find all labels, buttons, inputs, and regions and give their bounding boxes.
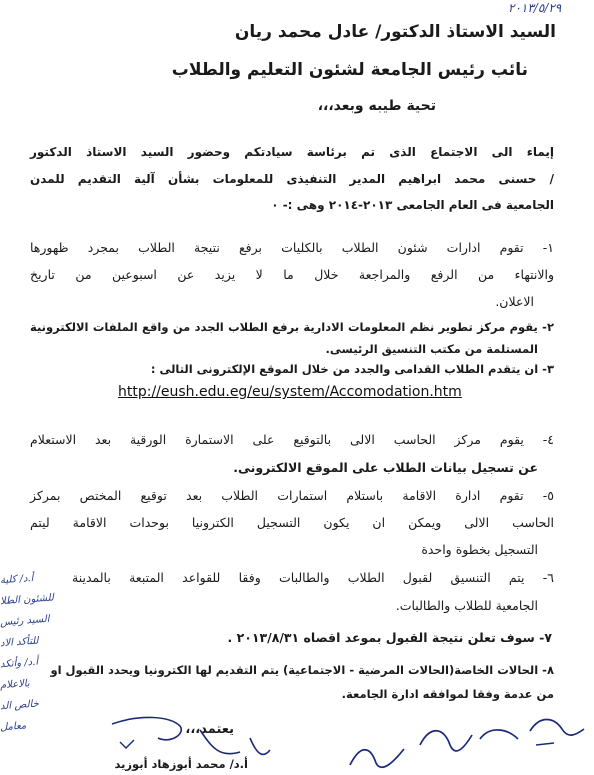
item-5-line-1: ٥- تقوم ادارة الاقامة باستلام استمارات الطلاب بعد توقيع المختص بمركز bbox=[30, 488, 554, 503]
item-8-line-2: من عدمة وفقا لموافقه ادارة الجامعة. bbox=[341, 687, 554, 701]
item-1-line-2: والانتهاء من الرفع والمراجعة خلال ما لا يزيد عن اسبوعين من تاريخ bbox=[30, 267, 554, 282]
margin-note: للتأكد الاد bbox=[0, 635, 39, 650]
item-6-line-1: ٦- يتم التنسيق لقبول الطلاب والطالبات وفقا للقواعد المتبعة بالمدينة bbox=[72, 570, 554, 585]
item-8-line-1: ٨- الحالات الخاصة(الحالات المرضية - الاجتماعية) يتم التقديم لها الكترونيا ويحدد القبول او bbox=[50, 663, 554, 677]
signature-scribble-center bbox=[100, 708, 280, 768]
item-5-line-2: الحاسب الالى ويمكن ان يكون التسجيل الكترونيا بوحدات الاقامة ليتم bbox=[30, 515, 554, 530]
item-3-line-1: ٣- ان يتقدم الطلاب القدامى والجدد من خلال الموقع الإلكترونى التالى : bbox=[150, 362, 554, 376]
item-1-line-1: ١- تقوم ادارات شئون الطلاب بالكليات برفع نتيجة الطلاب بمجرد ظهورها bbox=[30, 240, 554, 255]
addressee: السيد الاستاذ الدكتور/ عادل محمد ريان bbox=[234, 22, 556, 42]
handwritten-margin-notes bbox=[0, 568, 64, 736]
item-2-line-2: المستلمة من مكتب التنسيق الرئيسى. bbox=[325, 342, 538, 356]
handwritten-date: ٢٠١٣/٥/٢٩ bbox=[508, 1, 562, 15]
intro-line-2: / حسنى محمد ابراهيم المدير التنفيذى للمعلومات بشأن آلية التقديم للمدن bbox=[30, 172, 554, 186]
margin-note: السيد رئيس bbox=[0, 613, 50, 629]
margin-note: بالاعلام bbox=[0, 678, 31, 692]
item-5-line-3: التسجيل بخطوة واحدة bbox=[421, 542, 538, 557]
margin-note: معامل bbox=[0, 720, 27, 734]
margin-note: للشئون الطلا bbox=[0, 592, 55, 608]
greeting: تحية طيبه وبعد،،، bbox=[317, 98, 436, 114]
margin-note: أ.د/ كلية bbox=[0, 572, 34, 587]
signatory-name: أ.د/ محمد أبوزهاد أبوزيد bbox=[114, 757, 248, 771]
margin-note: خالص الد bbox=[0, 698, 40, 713]
registration-url-link[interactable]: http://eush.edu.eg/eu/system/Accomodation.htm bbox=[118, 384, 462, 400]
intro-line-3: الجامعية فى العام الجامعى ٢٠١٣-٢٠١٤ وهى :- ٠ bbox=[271, 198, 554, 212]
closing-approved: يعتمد،،، bbox=[185, 722, 234, 737]
item-4-line-1: ٤- يقوم مركز الحاسب الالى بالتوقيع على الاستمارة الورقية بعد الاستعلام bbox=[30, 432, 554, 447]
signature-scribble-right bbox=[340, 705, 590, 775]
item-7-line-1: ٧- سوف تعلن نتيجة القبول بموعد اقصاه ٢٠١٣/٨/٣١ . bbox=[227, 630, 552, 645]
item-1-line-3: الاعلان. bbox=[495, 294, 534, 309]
item-4-line-2: عن تسجيل بيانات الطلاب على الموقع الالكترونى. bbox=[233, 460, 538, 475]
document-title: نائب رئيس الجامعة لشئون التعليم والطلاب bbox=[171, 60, 528, 80]
intro-line-1: إيماء الى الاجتماع الذى تم برئاسة سيادتكم وحضور السيد الاستاذ الدكتور bbox=[30, 145, 554, 159]
margin-note: أ.د/ وأتكد bbox=[0, 656, 39, 671]
item-2-line-1: ٢- يقوم مركز تطوير نظم المعلومات الادارية برفع الطلاب الجدد من واقع الملفات الالكترونية bbox=[30, 320, 554, 334]
item-6-line-2: الجامعية للطلاب والطالبات. bbox=[395, 598, 538, 613]
